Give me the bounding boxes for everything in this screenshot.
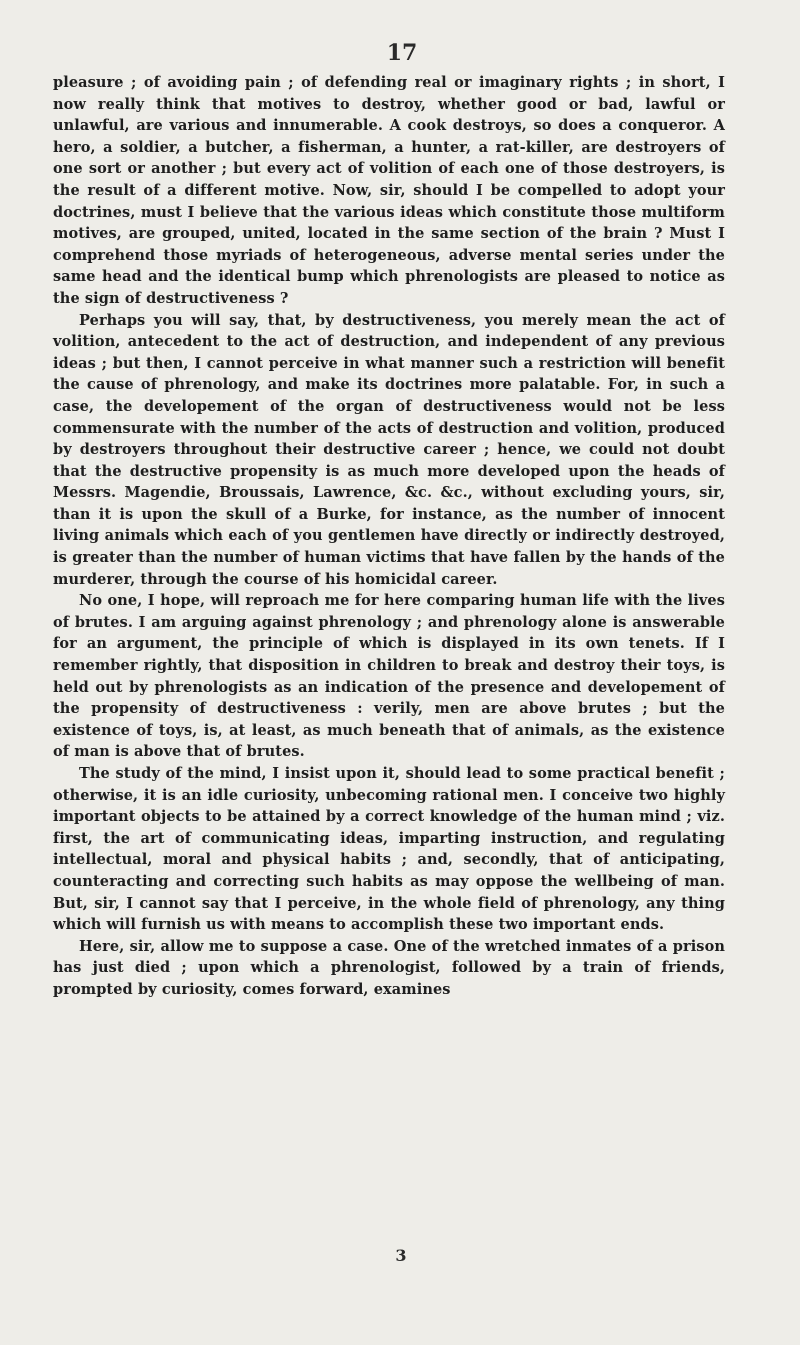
paragraph-1: pleasure ; of avoiding pain ; of defending real or imaginary rights ; in short, I now really think that motives to destroy, whether good or bad, lawful or unlawful, are various and innumerable. A cook destroys, so does a conqueror. A hero, a soldier, a butcher, a fisherman, a hunter, a rat-killer, are destroyers of one sort or another ; but every act of volition of each one of those destroyers, is the result of a different motive. Now, sir, should I be compelled to adopt your doctrines, must I believe that the various ideas which constitute those multiform motives, are grouped, united, located in the same section of the brain ? Must I comprehend those myriads of heterogeneous, adverse mental series under the same head and the identical bump which phrenologists are pleased to notice as the sign of destructiveness ?: [53, 74, 725, 307]
body-text: [53, 72, 725, 1001]
paragraph-2: Perhaps you will say, that, by destructiveness, you merely mean the act of volition, antecedent to the act of destruction, and independent of any previous ideas ; but then, I cannot perceive in what manner such a restriction will benefit the cause of phrenology, and make its doctrines more palatable. For, in such a case, the developement of the organ of destructiveness would not be less commensurate with the number of the acts of destruction and volition, produced by destroyers throughout their destructive career ; hence, we could not doubt that the destructive propensity is as much more developed upon the heads of Messrs. Magendie, Broussais, Lawrence, &c. &c., without excluding yours, sir, than it is upon the skull of a Burke, for instance, as the number of innocent living animals which each of you gentlemen have directly or indirectly destroyed, is greater than the number of human victims that have fallen by the hands of the murderer, through the course of his homicidal career.: [53, 311, 725, 588]
page-number: 17: [386, 40, 418, 66]
paragraph-5: Here, sir, allow me to suppose a case. One of the wretched inmates of a prison has just died ; upon which a phrenologist, followed by a train of friends, prompted by curiosity, comes forward, examines: [53, 937, 725, 998]
paragraph-4: The study of the mind, I insist upon it, should lead to some practical benefit ; otherwise, it is an idle curiosity, unbecoming rational men. I conceive two highly important objects to be attained by a correct knowledge of the human mind ; viz. first, the art of communicating ideas, imparting instruction, and regulating intellectual, moral and physical habits ; and, secondly, that of anticipating, counteracting and correcting such habits as may oppose the wellbeing of man. But, sir, I cannot say that I perceive, in the whole field of phrenology, any thing which will furnish us with means to accomplish these two important ends.: [53, 765, 725, 934]
signature-mark: 3: [395, 1246, 407, 1265]
paragraph-3: No one, I hope, will reproach me for here comparing human life with the lives of brutes. I am arguing against phrenology ; and phrenology alone is answerable for an argument, the principle of which is displayed in its own tenets. If I remember rightly, that disposition in children to break and destroy their toys, is held out by phrenologists as an indication of the presence and developement of the propensity of destructiveness : verily, men are above brutes ; but the existence of toys, is, at least, as much beneath that of animals, as the existence of man is above that of brutes.: [53, 592, 725, 761]
